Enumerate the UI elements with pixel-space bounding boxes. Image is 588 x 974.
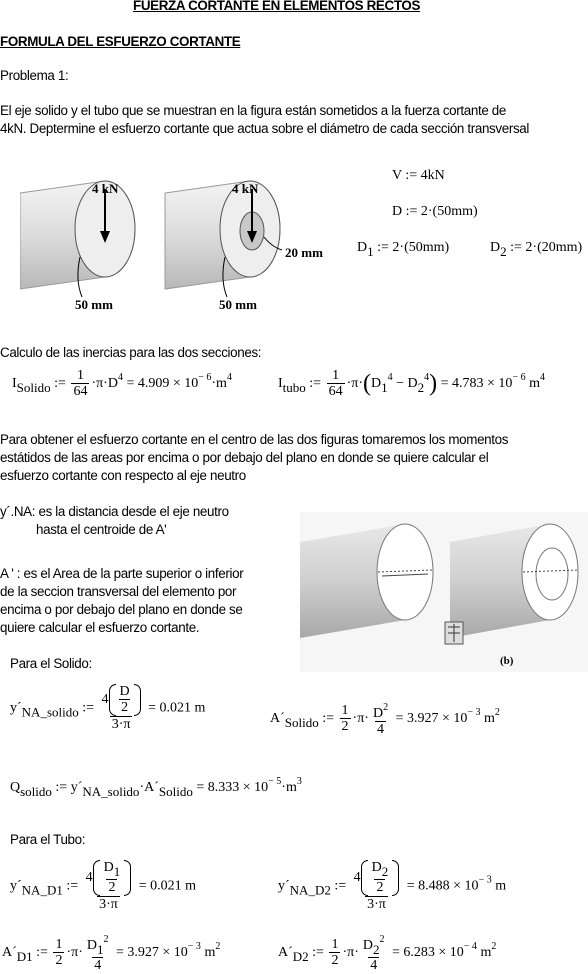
load-label-right: 4 kN [232, 181, 259, 196]
para-obtener-2: estátidos de las areas por encima o por debajo del plano en donde se quiere calcular el [0, 450, 489, 465]
a-definition-2: de la seccion transversal del elemento por [0, 584, 237, 599]
shaft-figure [20, 175, 360, 315]
dimension-right: 50 mm [219, 297, 257, 312]
a-d2-formula: $A´_{D2}$ := $\frac{1}{2}$ ·π· $\frac{D_2^2}{4}$ = $6.283 \times 10^{- 4}$ $m^2$ [278, 934, 497, 973]
load-label-left: 4 kN [92, 181, 119, 196]
a-solido-formula: $A´_{Solido}$ := $\frac{1}{2}$ ·π· $\frac{D^2}{4}$ = $3.927 \times 10^{- 3}$ $m^2$ [270, 702, 500, 737]
axis-icon [445, 622, 463, 644]
tube-shaft [165, 181, 282, 297]
given-d1: $D_1$ := 2·(50mm) [357, 240, 450, 259]
y-na-d2-formula: $y´_{NA\_D2}$ := 4 $\frac{D_2}{2}$ 3·π = $8.488 \times 10^{- 3}$ m [278, 860, 507, 912]
problem-label: Problema 1: [0, 68, 69, 83]
given-d: D := 2·(50mm) [392, 204, 478, 219]
inertias-heading: Calculo de las inercias para las dos secciones: [0, 345, 262, 360]
a-definition-3: encima o por debajo del plano en donde se [0, 602, 243, 617]
section-figure [300, 512, 588, 672]
para-obtener-1: Para obtener el esfuerzo cortante en el centro de las dos figuras tomaremos los momentos [0, 432, 509, 447]
dimension-inner: 20 mm [285, 245, 323, 260]
y-na-d1-formula: $y´_{NA\_D1}$ := 4 $\frac{D_1}{2}$ 3·π = 0.021 m [10, 860, 197, 912]
page-title: FUERZA CORTANTE EN ELEMENTOS RECTOS [133, 0, 421, 13]
section-subtitle: FORMULA DEL ESFUERZO CORTANTE [0, 34, 241, 49]
i-tubo-formula: $I_{tubo}$ := $\frac{1}{64}$ $\cdot\pi\cdot(D_1^4 - D_2^4) = 4.783 \times 10^{- 6}$ $m^4$ [278, 368, 545, 399]
para-solido-heading: Para el Solido: [10, 656, 92, 671]
statement-line-2: 4kN. Deptermine el esfuerzo cortante que actua sobre el diámetro de cada sección transversal [0, 121, 530, 136]
given-d2: $D_2$ := 2·(20mm) [490, 240, 583, 259]
given-v: V := 4kN [392, 168, 445, 183]
para-obtener-3: esfuerzo cortante con respecto al eje neutro [0, 468, 246, 483]
solid-shaft [20, 181, 135, 297]
q-solido-formula: $Q_{solido}$ := $y´_{NA\_solido}\cdot A´_{Solido} = 8.333 \times 10^{- 5}\cdot m^3$ [10, 776, 302, 799]
a-d1-formula: $A´_{D1}$ := $\frac{1}{2}$ ·π· $\frac{D_1^2}{4}$ = $3.927 \times 10^{- 3}$ $m^2$ [2, 934, 221, 973]
yna-definition-2: hasta el centroide de A' [36, 522, 167, 537]
y-na-solido-formula: $y´_{NA\_solido}$ := 4 $\frac{D}{2}$ 3·π = 0.021 m [10, 684, 206, 732]
i-solido-formula: $I_{Solido}$ := $\frac{1}{64}$ $\cdot\pi\cdot D^4 = 4.909 \times 10^{- 6}\cdot m^4$ [12, 368, 232, 399]
statement-line-1: El eje solido y el tubo que se muestran en la figura están sometidos a la fuerza cortante de [0, 103, 506, 118]
dimension-left: 50 mm [75, 297, 113, 312]
a-definition-4: quiere calcular el esfuerzo cortante. [0, 620, 200, 635]
yna-definition-1: y´.NA: es la distancia desde el eje neutro [0, 504, 229, 519]
para-tubo-heading: Para el Tubo: [10, 832, 86, 847]
a-definition-1: A ' : es el Area de la parte superior o inferior [0, 566, 244, 581]
figure-b-label: (b) [500, 655, 514, 667]
